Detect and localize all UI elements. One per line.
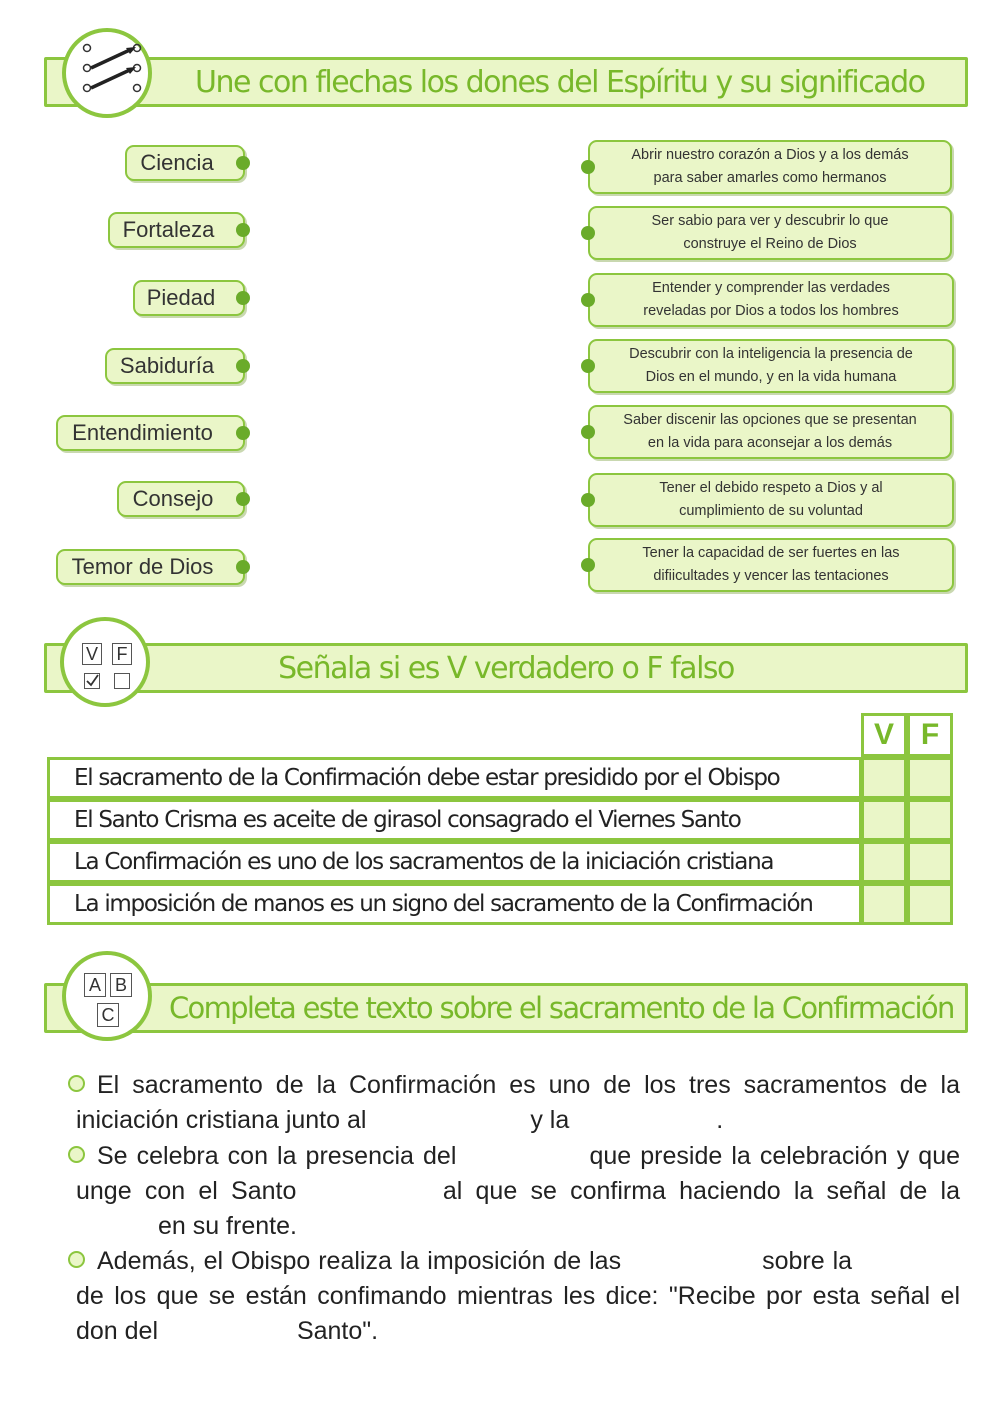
definition-connector-dot[interactable] [581, 558, 595, 572]
definition-connector-dot[interactable] [581, 160, 595, 174]
gift-sabiduria [105, 348, 245, 384]
paragraph-text: y la [530, 1106, 570, 1134]
paragraph-text: Santo". [296, 1317, 379, 1345]
statement-row-4 [47, 883, 862, 925]
gift-label: Entendimiento [72, 420, 213, 445]
gift-connector-dot[interactable] [236, 560, 250, 574]
statement-row-3 [47, 841, 862, 883]
f-letter-box: F [112, 643, 132, 665]
bullet-icon [68, 1075, 85, 1092]
definition-3 [588, 273, 954, 327]
section2-banner [44, 643, 968, 693]
gift-temor-de-dios [56, 549, 245, 585]
section3-banner [44, 983, 968, 1033]
gift-label: Temor de Dios [71, 554, 214, 579]
gift-ciencia [125, 145, 245, 181]
gift-connector-dot[interactable] [236, 426, 250, 440]
definition-connector-dot[interactable] [581, 425, 595, 439]
definition-6 [588, 473, 954, 527]
definition-7 [588, 538, 954, 592]
paragraph-text: al que se confirma haciendo la señal de la [442, 1177, 961, 1205]
definition-line: reveladas por Dios a todos los hombres [643, 303, 899, 319]
definition-line: construye el Reino de Dios [683, 236, 857, 252]
definition-line: difiicultades y vencer las tentaciones [653, 568, 889, 584]
answer-v-1[interactable] [861, 757, 907, 799]
statement-row-1 [47, 757, 862, 799]
paragraph-text: de los que se están confimando mientras les dice: "Recibe por esta señal el don del [76, 1282, 960, 1345]
gift-connector-dot[interactable] [236, 156, 250, 170]
definition-line: Ser sabio para ver y descubrir lo que [651, 213, 889, 229]
gift-connector-dot[interactable] [236, 291, 250, 305]
true-false-checkbox-icon [60, 617, 150, 707]
definition-line: Tener el debido respeto a Dios y al [659, 480, 883, 496]
definition-4 [588, 339, 954, 393]
connect-arrows-icon [62, 28, 152, 118]
answer-v-4[interactable] [861, 883, 907, 925]
section1-title: Une con flechas los dones del Espíritu y su significado [195, 64, 925, 100]
answer-v-2[interactable] [861, 799, 907, 841]
gift-fortaleza [108, 212, 245, 248]
gift-connector-dot[interactable] [236, 492, 250, 506]
section3-title: Completa este texto sobre el sacramento de la Confirmación [169, 991, 954, 1025]
c-letter-box: C [97, 1003, 119, 1027]
answer-f-1[interactable] [907, 757, 953, 799]
statement-row-2 [47, 799, 862, 841]
statement-text: La imposición de manos es un signo del sacramento de la Confirmación [74, 891, 813, 917]
abc-boxes-icon [62, 951, 152, 1041]
gift-connector-dot[interactable] [236, 359, 250, 373]
paragraph-text: en su frente. [157, 1212, 297, 1240]
definition-line: en la vida para aconsejar a los demás [647, 435, 893, 451]
paragraph-text: sobre la [762, 1247, 853, 1275]
empty-box-icon [114, 673, 130, 689]
answer-f-4[interactable] [907, 883, 953, 925]
section1-banner [44, 57, 968, 107]
definition-line: Tener la capacidad de ser fuertes en las [642, 545, 900, 561]
definition-connector-dot[interactable] [581, 493, 595, 507]
gift-label: Piedad [146, 285, 216, 310]
answer-f-3[interactable] [907, 841, 953, 883]
answer-f-2[interactable] [907, 799, 953, 841]
bullet-icon [68, 1251, 85, 1268]
column-v-header: V [861, 713, 907, 757]
definition-line: Entender y comprender las verdades [652, 280, 890, 296]
gift-consejo [117, 481, 245, 517]
gift-piedad [133, 280, 245, 316]
column-f-header: F [907, 713, 953, 757]
definition-connector-dot[interactable] [581, 226, 595, 240]
statement-text: El Santo Crisma es aceite de girasol consagrado el Viernes Santo [74, 807, 741, 833]
paragraph-text: . [716, 1106, 724, 1134]
definition-connector-dot[interactable] [581, 359, 595, 373]
b-letter-box: B [110, 973, 132, 997]
checked-box-icon [84, 673, 100, 689]
paragraph-text: El sacramento de la Confirmación es uno de los tres sacramentos de la iniciación cristiana junto al [76, 1071, 960, 1134]
definition-line: para saber amarles como hermanos [653, 170, 887, 186]
definition-line: Dios en el mundo, y en la vida humana [645, 369, 897, 385]
answer-v-3[interactable] [861, 841, 907, 883]
a-letter-box: A [84, 973, 106, 997]
paragraph-text: Se celebra con la presencia del [97, 1142, 457, 1170]
gift-entendimiento [56, 415, 245, 451]
definition-1 [588, 140, 952, 194]
definition-2 [588, 206, 952, 260]
definition-line: Abrir nuestro corazón a Dios y a los demás [631, 147, 909, 163]
paragraph-text: Además, el Obispo realiza la imposición de las [97, 1247, 622, 1275]
definition-5 [588, 405, 952, 459]
fill-paragraph-2 [76, 1139, 960, 1244]
paragraph-text: que preside la celebración y que unge con el Santo [76, 1142, 961, 1205]
definition-line: Saber discenir las opciones que se presentan [623, 412, 917, 428]
bullet-icon [68, 1146, 85, 1163]
gift-label: Fortaleza [122, 217, 215, 242]
definition-line: cumplimiento de su voluntad [679, 503, 863, 519]
fill-paragraph-1 [76, 1068, 960, 1138]
gift-connector-dot[interactable] [236, 223, 250, 237]
gift-label: Ciencia [140, 150, 214, 175]
definition-connector-dot[interactable] [581, 293, 595, 307]
statement-text: El sacramento de la Confirmación debe estar presidido por el Obispo [74, 765, 780, 791]
section2-title: Señala si es V verdadero o F falso [278, 650, 734, 686]
gift-label: Consejo [132, 486, 214, 511]
v-letter-box: V [82, 643, 102, 665]
gift-label: Sabiduría [119, 353, 215, 378]
fill-paragraph-3 [76, 1244, 960, 1349]
statement-text: La Confirmación es uno de los sacramentos de la iniciación cristiana [74, 849, 774, 875]
definition-line: Descubrir con la inteligencia la presencia de [629, 346, 913, 362]
